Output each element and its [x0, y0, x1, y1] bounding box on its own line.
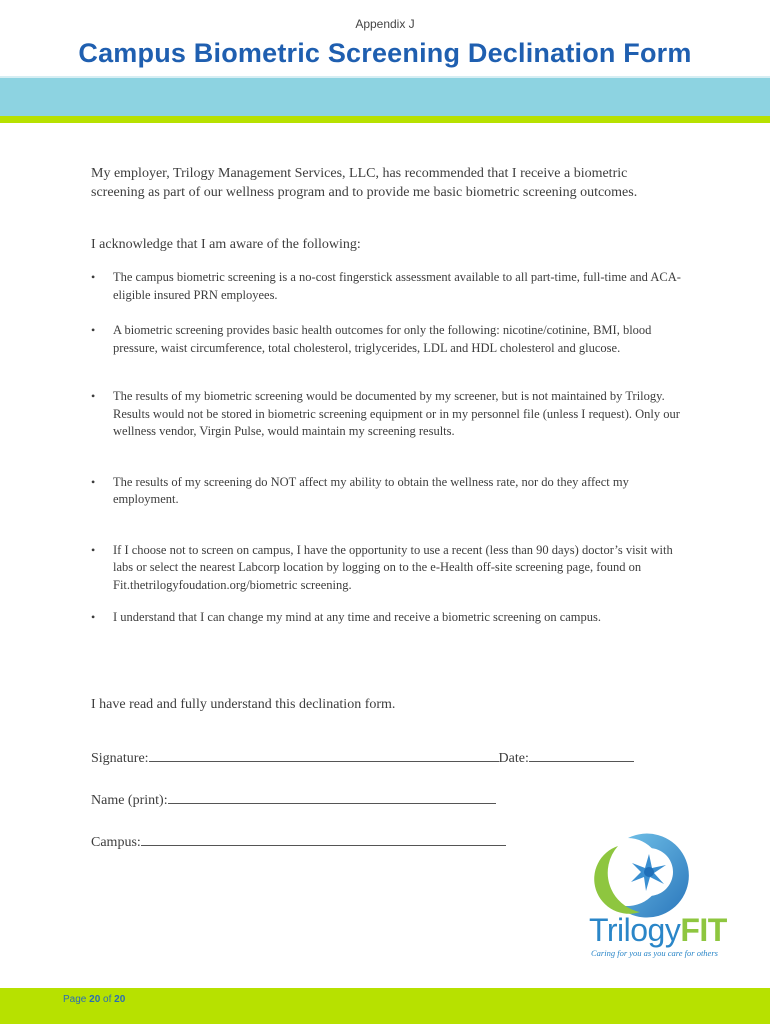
list-item	[91, 269, 683, 304]
list-item-text: A biometric screening provides basic health outcomes for only the following: nicotine/cotinine, BMI, blood pressure, waist circumference, total cholesterol, triglycerides, LDL and HDL cholesterol and glucose.	[113, 323, 652, 355]
bullet-icon: •	[91, 323, 96, 337]
list-item-text: The results of my biometric screening would be documented by my screener, but is not maintained by Trilogy. Results would not be stored in biometric screening equipment or in my personnel file (unless I request). Only our wellness vendor, Virgin Pulse, would maintain my screening results.	[113, 389, 680, 438]
acknowledgement-list	[91, 269, 683, 627]
bullet-icon: •	[91, 270, 96, 284]
bullet-icon: •	[91, 389, 96, 403]
list-item-text: The campus biometric screening is a no-cost fingerstick assessment available to all part-time, full-time and ACA-eligible insured PRN employees.	[113, 270, 681, 302]
list-item-text: If I choose not to screen on campus, I have the opportunity to use a recent (less than 90 days) doctor’s visit with labs or select the nearest Labcorp location by logging on to the e-Health off-site screening page, found on Fit.thetrilogyfoudation.org/biometric screening.	[113, 542, 673, 592]
page-number: 20	[89, 994, 101, 1005]
page-total: 20	[114, 994, 126, 1005]
campus-row	[91, 832, 506, 851]
list-item-text: The results of my screening do NOT affect my ability to obtain the wellness rate, nor do they affect my employment.	[113, 474, 629, 506]
confirmation-statement: I have read and fully understand this declination form.	[91, 697, 396, 712]
date-field[interactable]	[529, 748, 634, 762]
name-field[interactable]	[168, 790, 496, 804]
list-item	[91, 322, 683, 357]
list-item	[91, 609, 683, 627]
list-item-text: I understand that I can change my mind at any time and receive a biometric screening on campus.	[113, 610, 602, 624]
campus-field[interactable]	[141, 832, 506, 846]
page-title: Campus Biometric Screening Declination Form	[78, 38, 692, 68]
campus-label: Campus:	[91, 835, 141, 850]
list-item	[91, 474, 683, 509]
footer-band	[0, 988, 770, 1024]
bullet-icon: •	[91, 610, 96, 624]
name-label: Name (print):	[91, 793, 168, 808]
page-word: Page	[63, 994, 87, 1005]
bullet-icon: •	[91, 474, 96, 489]
header-band-blue	[0, 78, 770, 116]
logo-tagline: Caring for you as you care for others	[591, 948, 718, 958]
page-indicator	[63, 994, 125, 1005]
signature-field[interactable]	[149, 748, 499, 762]
header-band-green	[0, 116, 770, 123]
list-item	[91, 542, 683, 595]
bullet-icon: •	[91, 542, 96, 557]
logo-word-main: Trilogy	[589, 912, 681, 948]
date-label: Date:	[498, 751, 529, 766]
signature-row	[91, 748, 634, 767]
acknowledge-paragraph: I acknowledge that I am aware of the following:	[91, 237, 361, 252]
intro-paragraph: My employer, Trilogy Management Services, LLC, has recommended that I receive a biometric screening as part of our wellness program and to provide me basic biometric screening outcomes.	[91, 166, 638, 200]
list-item	[91, 388, 683, 441]
signature-label: Signature:	[91, 751, 149, 766]
of-word: of	[103, 994, 112, 1005]
logo-word-fit: FIT	[680, 912, 727, 948]
logo-wordmark	[589, 912, 727, 949]
name-row	[91, 790, 496, 809]
appendix-label: Appendix J	[355, 17, 415, 31]
